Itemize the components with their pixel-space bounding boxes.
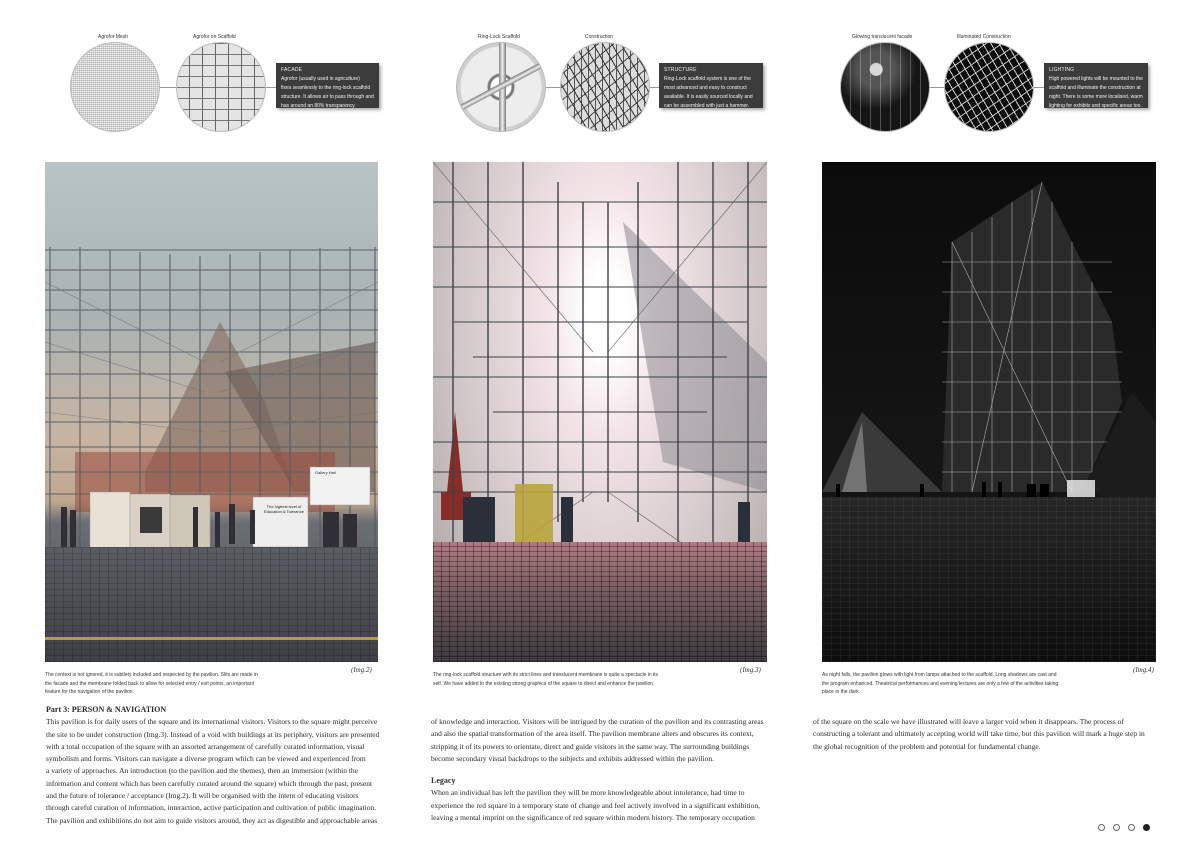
caption-img4 — [822, 671, 1102, 697]
render-pavilion-interior — [433, 162, 767, 662]
info-line: High powered lights will be mounted to the — [1049, 76, 1143, 82]
text-line: the global recognition of the problem and potential for fundamental change. — [813, 741, 1041, 751]
caption-line: self. We have added to the existing strong graphics of the square to direct and enhance the pavilion. — [433, 680, 655, 687]
yellow-road-line — [45, 637, 378, 640]
section-title: Part 3: PERSON & NAVIGATION — [46, 705, 167, 714]
caption-img2 — [45, 671, 305, 697]
caption-line: place in the dark. — [822, 689, 861, 695]
connector-line — [930, 87, 944, 88]
info-box-facade — [276, 63, 379, 108]
illuminated-lattice-icon — [944, 42, 1034, 132]
text-column-2 — [431, 716, 776, 824]
cobblestone-ground — [822, 497, 1156, 662]
text-line: with a total occupation of the square with an assorted arrangement of carefully curated information, visual — [46, 741, 365, 751]
connector-line — [650, 87, 659, 88]
info-line: Agrofor (usually used in agriculture) — [281, 76, 360, 82]
caption-line: the program enhanced. Theatrical performances and evening lectures are only a few of the activities taking — [822, 680, 1059, 687]
render-pavilion-night — [822, 162, 1156, 662]
text-line: a variety of approaches. An introduction (to the pavilion and the themes), then an immersion (within the — [46, 766, 359, 776]
text-line: of knowledge and interaction. Visitors will be intrigued by the curation of the pavilion and its contrasting areas — [431, 717, 764, 726]
info-line: can be assembled with just a hammer. — [664, 103, 750, 109]
page-indicator — [1098, 824, 1150, 831]
ring-lock-joint-icon — [456, 42, 546, 132]
info-line: scaffold and illuminate the construction at — [1049, 85, 1141, 91]
info-line: has around an 80% transparency. — [281, 103, 356, 109]
legacy-title: Legacy — [431, 776, 456, 786]
cobblestone-ground — [45, 547, 378, 662]
text-line: stripping it of its powers to orientate, direct and guide visitors in the same way. The surrounding buildings — [431, 741, 750, 751]
connector-line — [266, 87, 276, 88]
text-line: When an individual has left the pavilion they will be more knowledgeable about intolerance, had time to — [431, 788, 745, 798]
text-line: information and content which has been carefully curated around the square) which through the past, present — [46, 778, 373, 788]
page-dot-1[interactable] — [1098, 824, 1105, 831]
caption-line: feature for the navigation of the pavilion. — [45, 689, 134, 695]
text-line: and also the spatial transformation of the area itself. The pavilion membrane alters and obscures its context, — [431, 729, 754, 739]
info-line: lighting for exhibits and specific areas too. — [1049, 103, 1142, 109]
text-line: and the future of tolerance / acceptance (Img.2). It will be organised with the intent of educating visitors — [46, 791, 359, 801]
text-line: become secondary visual backdrops to the subjects and exhibits addressed within the pavilion. — [431, 753, 715, 763]
info-box-structure — [659, 63, 763, 108]
info-line: Ring-Lock scaffold system is one of the — [664, 76, 751, 82]
image-tag: (Img.4) — [1133, 666, 1154, 674]
caption-line: The ring-lock scaffold structure with its strict lines and translucent membrane is quite a spectacle in its — [433, 672, 659, 678]
gallery-sign: Gallery Hall — [315, 470, 336, 475]
image-tag: (Img.3) — [740, 666, 761, 674]
info-line: structure. It allows air to pass through and — [281, 94, 374, 100]
circle-label: Illuminated Construction — [957, 34, 1011, 40]
connector-line — [160, 87, 176, 88]
construction-lattice-icon — [560, 42, 650, 132]
info-line: fixes seamlessly to the ring-lock scaffold — [281, 85, 371, 91]
text-line: The pavilion and exhibitions do not aim to guide visitors around, they act as digestible and approachable areas — [46, 815, 378, 825]
text-column-1 — [46, 704, 391, 827]
render-pavilion-day — [45, 162, 378, 662]
text-column-3 — [813, 716, 1158, 753]
info-title: FACADE — [281, 67, 303, 73]
info-box-lighting — [1044, 63, 1148, 108]
text-line: leaving a mental imprint on the significance of red square within modern history. The temporary occupation — [431, 813, 755, 823]
circle-label: Agrofor Mesh — [98, 34, 129, 40]
text-line: experience the red square in a temporary state of change and feel actively involved in a significant exhibition, — [431, 800, 761, 810]
page-dot-2[interactable] — [1113, 824, 1120, 831]
circle-label: Construction — [585, 34, 614, 40]
circle-label: Glowing translucent facade — [852, 34, 913, 40]
page-dot-4[interactable] — [1143, 824, 1150, 831]
text-line: symbolism and forms. Visitors can navigate a diverse program which can be viewed and experienced from — [46, 754, 366, 764]
text-line: of the square on the scale we have illustrated will leave a larger void when it disappears. The process of — [813, 717, 1124, 726]
info-title: LIGHTING — [1049, 67, 1075, 73]
caption-line: the facade and the membrane folded back to allow for selected entry / exit points, an important — [45, 680, 255, 687]
scaffold-mesh-icon — [176, 42, 266, 132]
info-line: available. It is easily sourced locally and — [664, 94, 753, 100]
info-line: most advanced and easy to construct — [664, 85, 747, 91]
circle-label: Ring-Lock Scaffold — [478, 34, 520, 40]
image-tag: (Img.2) — [351, 666, 372, 674]
text-line: constructing a tolerant and ultimately accepting world will take time, but this pavilion will mark a huge step in — [813, 729, 1145, 739]
cobblestone-ground — [433, 542, 767, 662]
mesh-texture-icon — [70, 42, 160, 132]
caption-img3 — [433, 671, 703, 688]
connector-line — [1034, 87, 1044, 88]
caption-line: As night falls, the pavilion glows with light from lamps attached to the scaffold. Long shadows are cast and — [822, 672, 1057, 678]
page-dot-3[interactable] — [1128, 824, 1135, 831]
text-line: This pavilion is for daily users of the square and its international visitors. Visitors to the square might perceive — [46, 717, 378, 727]
text-line: the site to be under construction (Img.3). Instead of a void with buildings at its periphery, visitors are presented — [46, 729, 380, 739]
caption-line: The context is not ignored, it is subtlety included and respected by the pavilion. Slits are made in — [45, 672, 258, 678]
glowing-facade-icon — [840, 42, 930, 132]
text-line: through careful curation of information, interaction, active participation and cultivation of public imagination. — [46, 803, 377, 813]
info-title: STRUCTURE — [664, 67, 697, 73]
circle-label: Agrofor on Scaffold — [193, 34, 236, 40]
info-line: night. There is some more localised, warm — [1049, 94, 1143, 100]
connector-line — [546, 87, 560, 88]
exhibition-sign: The highest level of Education & Tolerance — [264, 504, 304, 514]
